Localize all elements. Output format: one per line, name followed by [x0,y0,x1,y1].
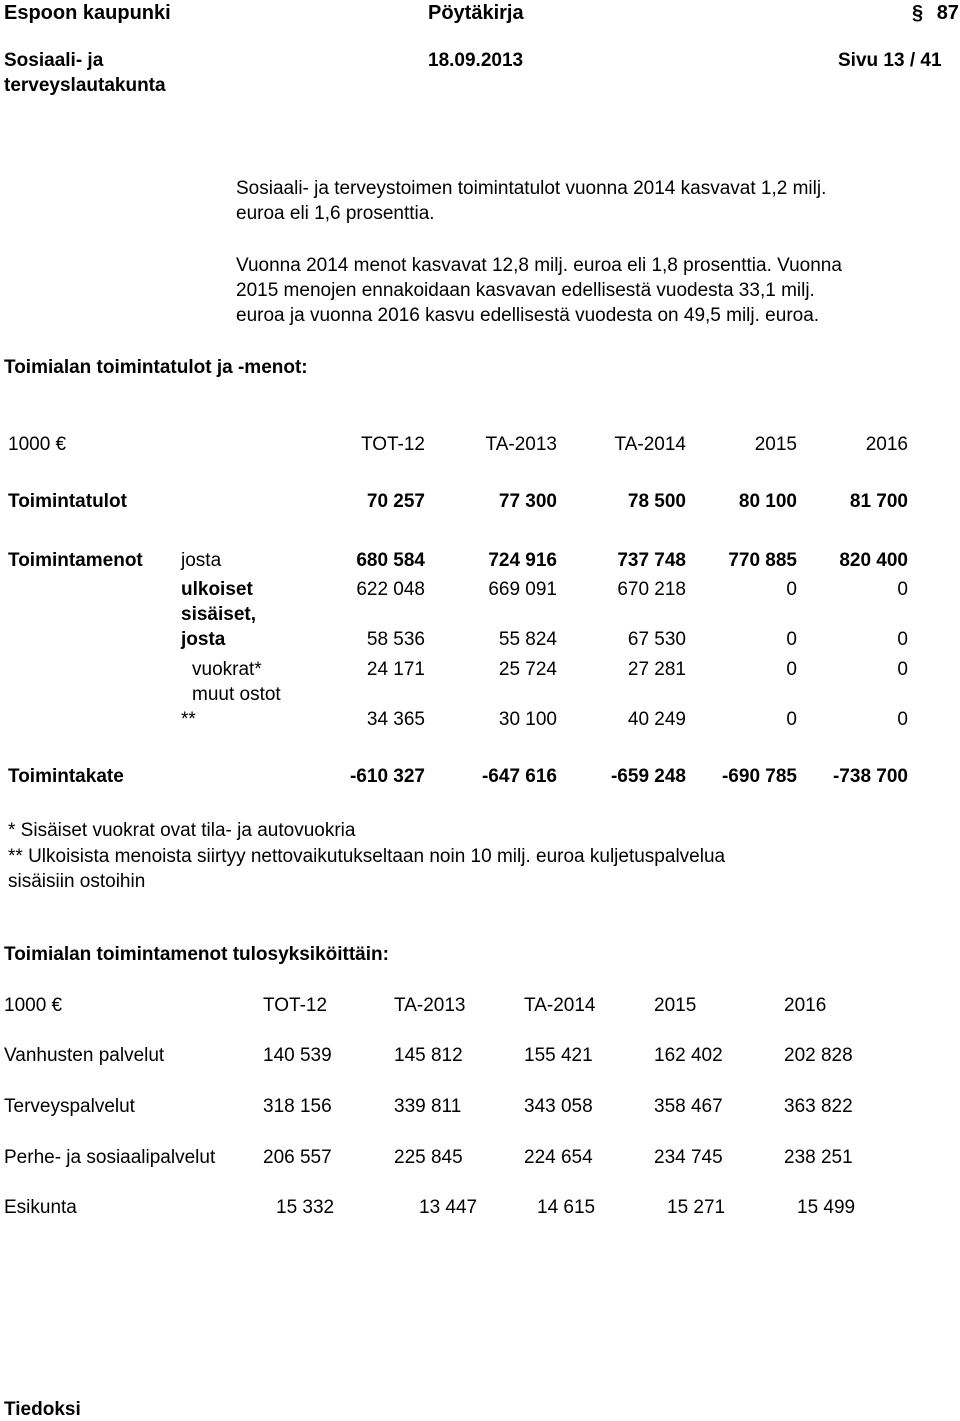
footer-heading: Tiedoksi [4,1399,81,1420]
row-label: Toimintatulot [8,491,127,512]
section-sign: § [912,2,924,24]
col-header: TOT-12 [263,995,328,1016]
col-header: 2016 [784,995,827,1016]
table-cell: 58 536 [366,629,425,650]
table-cell: 202 828 [784,1045,853,1066]
table-cell: 318 156 [263,1096,332,1117]
table-cell: 30 100 [498,709,557,730]
table-cell: 680 584 [356,550,425,571]
col-header: TA-2014 [524,995,596,1016]
table-cell: 363 822 [784,1096,853,1117]
table-cell: 339 811 [394,1096,462,1117]
row-label: ulkoiset [181,579,253,600]
row-label: vuokrat* [192,659,262,680]
row-label: muut ostot [192,684,281,705]
table-cell: 14 615 [537,1197,596,1218]
section-title-expenses-by-unit: Toimialan toimintamenot tulosyksiköittäin: [4,944,389,965]
table-cell: -610 327 [349,766,425,787]
table-cell: -647 616 [481,766,557,787]
col-header: 2016 [865,434,908,455]
table-row-label: Esikunta [4,1197,77,1218]
table-cell: 225 845 [394,1147,463,1168]
table-cell: -659 248 [610,766,686,787]
meeting-date: 18.09.2013 [428,50,524,71]
committee-name-line1: Sosiaali- ja [4,50,104,71]
footnote: ** Ulkoisista menoista siirtyy nettovaikutukseltaan noin 10 milj. euroa kuljetuspalvelua [8,845,726,867]
intro-paragraph-2-line: Vuonna 2014 menot kasvavat 12,8 milj. euroa eli 1,8 prosenttia. Vuonna [236,255,842,276]
table-cell: 25 724 [498,659,557,680]
col-header: TA-2014 [614,434,686,455]
table-cell: 0 [786,579,797,600]
table-cell: 737 748 [617,550,686,571]
unit-label: 1000 € [8,434,67,455]
table-cell: 234 745 [654,1147,723,1168]
section-number [912,2,959,24]
table-row-label: Vanhusten palvelut [4,1045,165,1066]
table-cell: 34 365 [366,709,425,730]
row-label: sisäiset, [181,604,256,625]
org-name: Espoon kaupunki [4,2,171,24]
table-cell: 670 218 [617,579,686,600]
row-sublabel: josta [181,550,222,571]
table-cell: 81 700 [849,491,908,512]
table-cell: 27 281 [627,659,686,680]
table-cell: 155 421 [524,1045,593,1066]
table-cell: 77 300 [498,491,557,512]
table-cell: 78 500 [627,491,686,512]
table-cell: 0 [897,659,908,680]
table-cell: 145 812 [394,1045,463,1066]
table-cell: 0 [786,629,797,650]
table-cell: 67 530 [627,629,686,650]
table-row-label: Perhe- ja sosiaalipalvelut [4,1147,216,1168]
footnote: sisäisiin ostoihin [8,871,146,892]
table-cell: 0 [897,579,908,600]
table-cell: 669 091 [488,579,557,600]
row-label: ** [181,709,196,730]
table-cell: -738 700 [832,766,908,787]
table-cell: 343 058 [524,1096,593,1117]
table-cell: 724 916 [488,550,557,571]
table-cell: 13 447 [419,1197,478,1218]
col-header: TA-2013 [394,995,466,1016]
table-cell: -690 785 [721,766,797,787]
row-label: Toimintakate [8,766,124,787]
table-cell: 162 402 [654,1045,723,1066]
table-cell: 70 257 [366,491,425,512]
table-cell: 15 499 [797,1197,856,1218]
footnote: * Sisäiset vuokrat ovat tila- ja autovuokria [8,820,356,841]
col-header: 2015 [654,995,697,1016]
unit-label: 1000 € [4,995,63,1016]
table-row-label: Terveyspalvelut [4,1096,135,1117]
section-number-value: 87 [936,2,959,24]
table-cell: 0 [786,709,797,730]
table-cell: 0 [897,709,908,730]
row-label: josta [181,629,226,650]
table-cell: 238 251 [784,1147,853,1168]
intro-paragraph-2-line: euroa ja vuonna 2016 kasvu edellisestä vuodesta on 49,5 milj. euroa. [236,305,820,326]
intro-paragraph-1-line: Sosiaali- ja terveystoimen toimintatulot vuonna 2014 kasvavat 1,2 milj. [236,178,827,199]
footnotes [8,818,725,895]
intro-paragraph-2 [236,253,842,328]
table-cell: 770 885 [728,550,797,571]
table-cell: 0 [786,659,797,680]
col-header: 2015 [754,434,797,455]
table-cell: 140 539 [263,1045,332,1066]
table-cell: 224 654 [524,1147,593,1168]
table-cell: 622 048 [356,579,425,600]
table-cell: 15 271 [667,1197,726,1218]
table-cell: 80 100 [738,491,797,512]
page-number: Sivu 13 / 41 [838,50,942,71]
document-type: Pöytäkirja [428,2,524,24]
intro-paragraph-1 [236,176,826,226]
col-header: TOT-12 [360,434,425,455]
table-cell: 40 249 [627,709,686,730]
row-label: Toimintamenot [8,550,143,571]
table-cell: 206 557 [263,1147,332,1168]
table-cell: 55 824 [498,629,557,650]
section-title-operating-income-expenses: Toimialan toimintatulot ja -menot: [4,357,308,378]
table-cell: 15 332 [276,1197,335,1218]
intro-paragraph-2-line: 2015 menojen ennakoidaan kasvavan edellisestä vuodesta 33,1 milj. [236,280,815,301]
committee-name-line2: terveyslautakunta [4,75,166,96]
table-cell: 24 171 [366,659,425,680]
table-cell: 820 400 [839,550,908,571]
table-cell: 0 [897,629,908,650]
intro-paragraph-1-line: euroa eli 1,6 prosenttia. [236,203,435,224]
table-cell: 358 467 [654,1096,723,1117]
col-header: TA-2013 [485,434,557,455]
